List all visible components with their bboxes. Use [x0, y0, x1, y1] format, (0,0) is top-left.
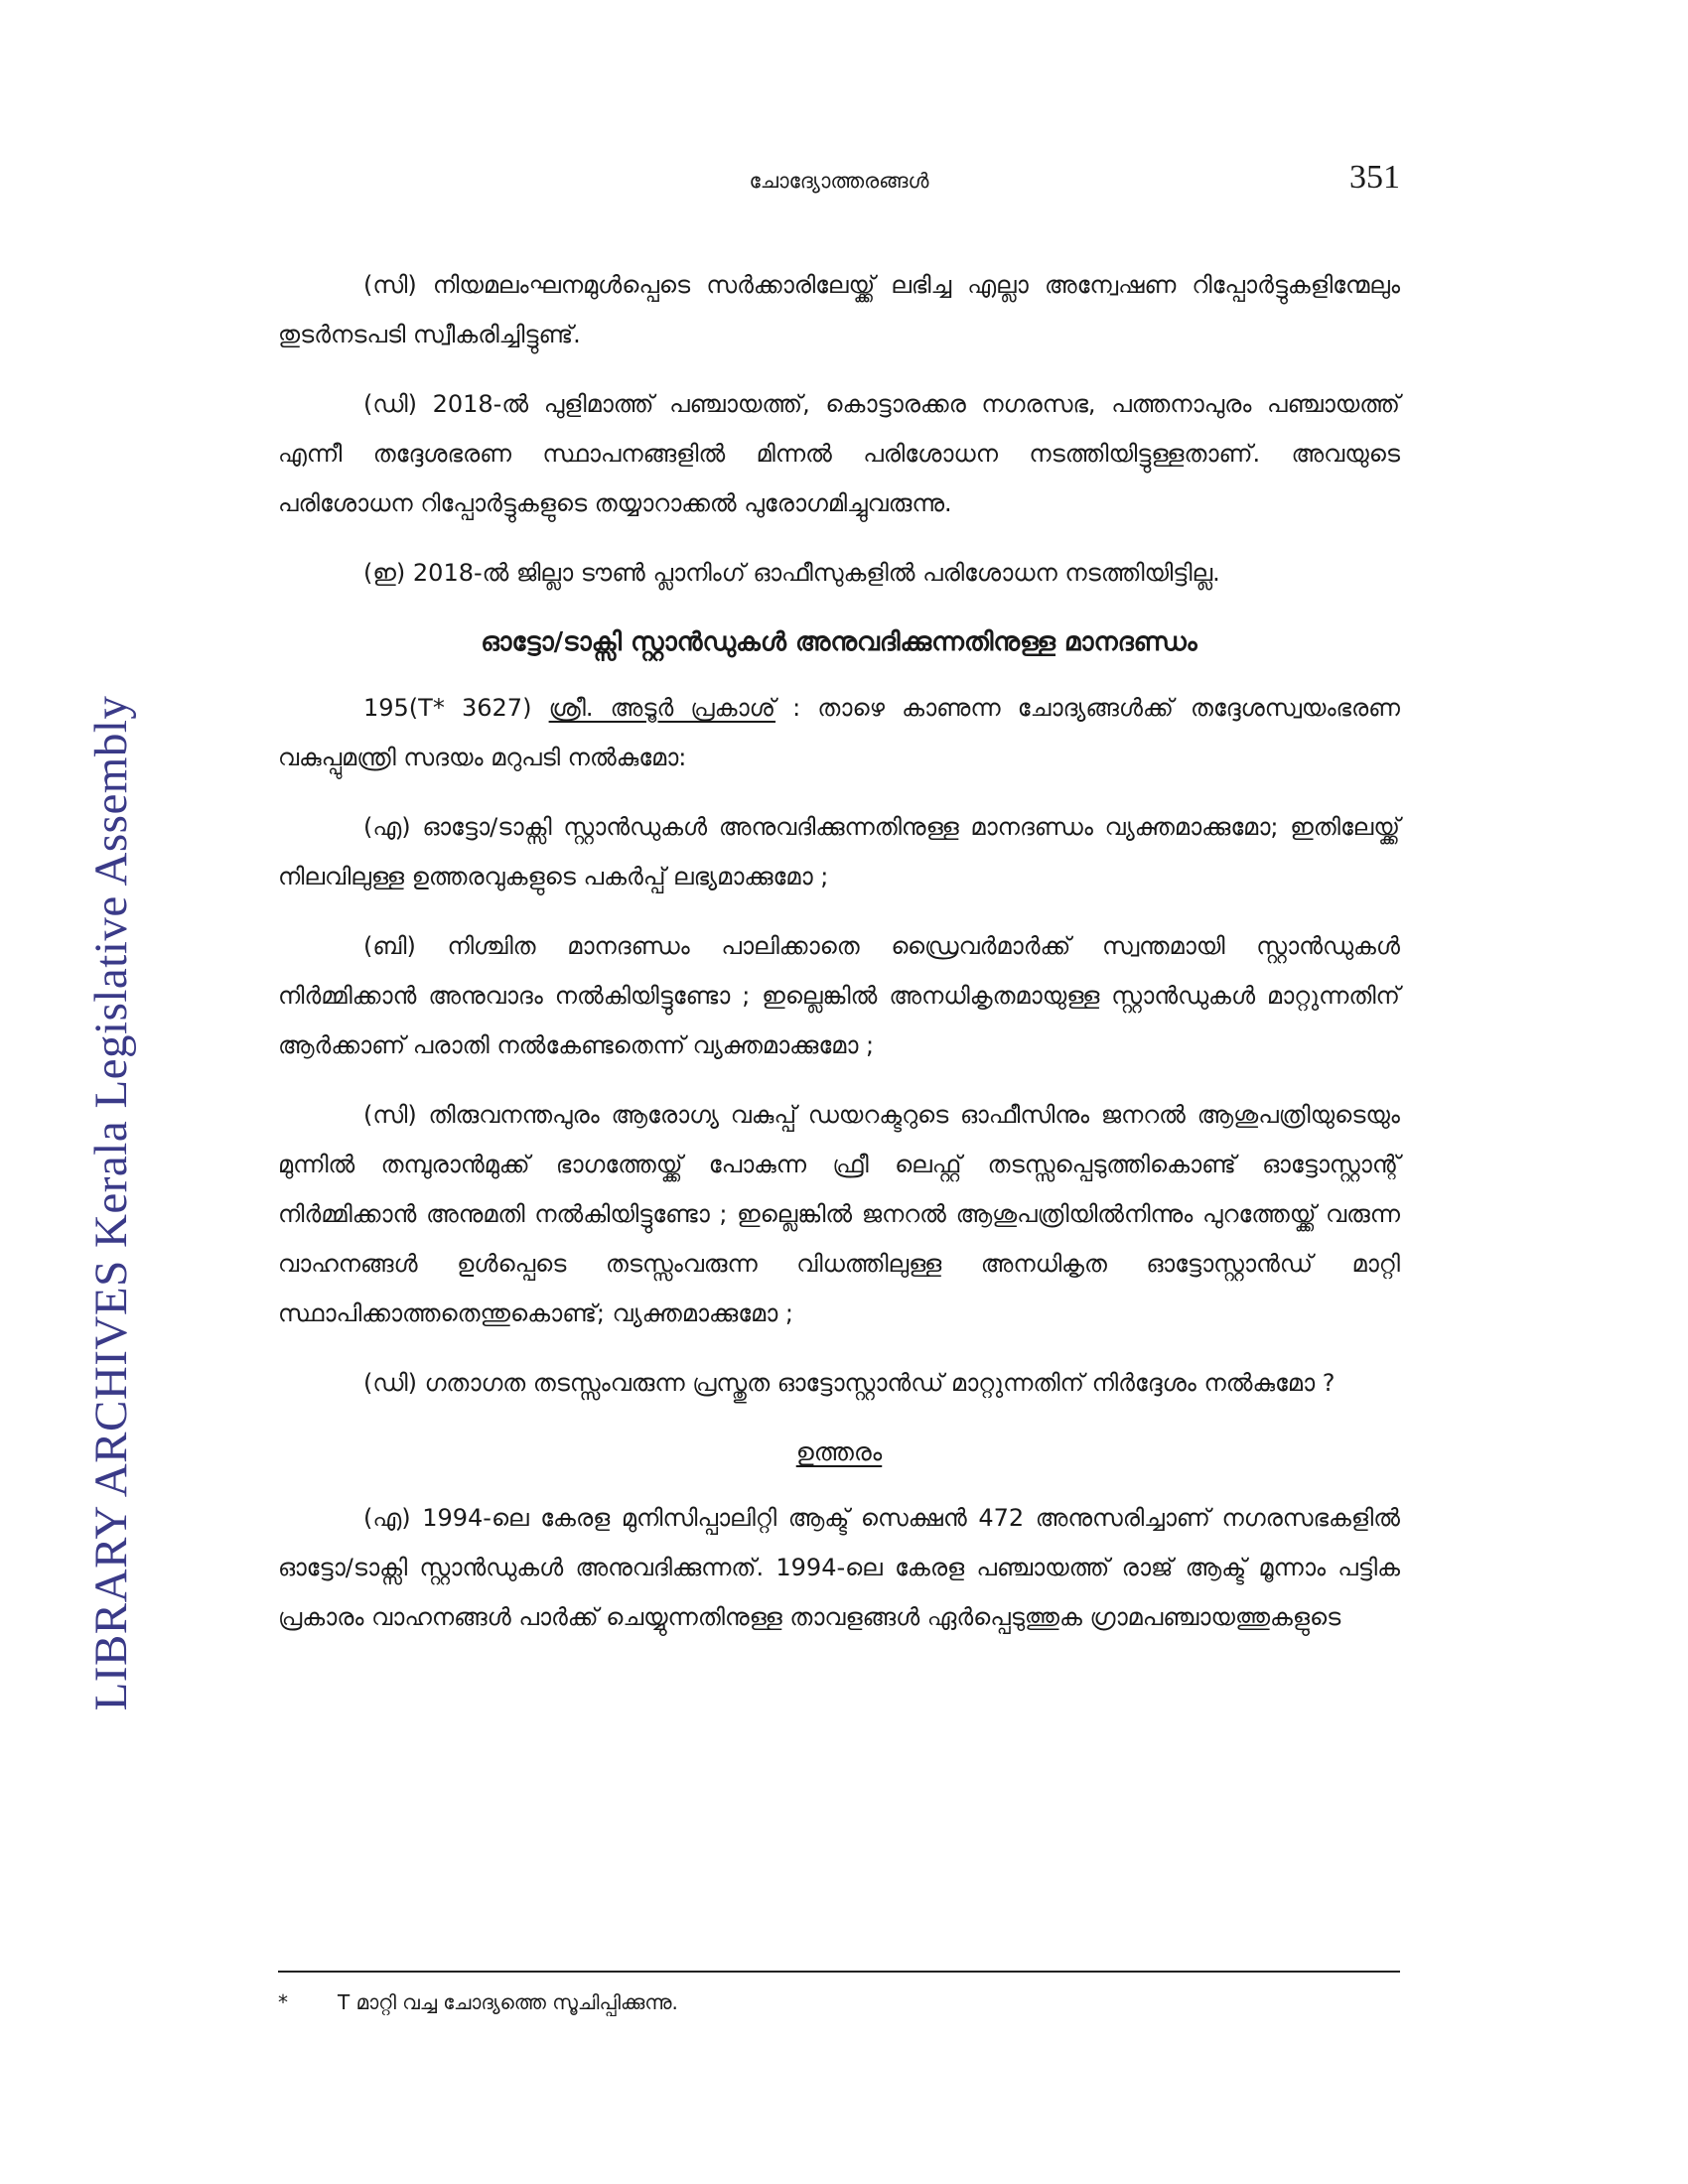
- question-intro: [278, 683, 1400, 782]
- question-b: (ബി) നിശ്ചിത മാനദണ്ഡം പാലിക്കാതെ ഡ്രൈവർമാർക്ക് സ്വന്തമായി സ്റ്റാൻഡുകൾ നിർമ്മിക്കാൻ അനുവാദം നൽകിയിട്ടുണ്ടോ ; ഇല്ലെങ്കിൽ അനധികൃതമായുള്ള സ്റ്റാൻഡുകൾ മാറ്റുന്നതിന് ആർക്കാണ് പരാതി നൽകേണ്ടതെന്ന് വ്യക്തമാക്കുമോ ;: [278, 932, 1400, 1059]
- page-header: [278, 159, 1400, 208]
- answer-a: (എ) 1994-ലെ കേരള മുനിസിപ്പാലിറ്റി ആക്ട് സെക്ഷൻ 472 അനുസരിച്ചാണ് നഗരസഭകളിൽ ഓട്ടോ/ടാക്സി സ്റ്റാൻഡുകൾ അനുവദിക്കുന്നത്. 1994-ലെ കേരള പഞ്ചായത്ത് രാജ് ആക്ട് മൂന്നാം പട്ടിക പ്രകാരം വാഹനങ്ങൾ പാർക്ക് ചെയ്യുന്നതിനുള്ള താവളങ്ങൾ ഏർപ്പെടുത്തുക ഗ്രാമപഞ്ചായത്തുകളുടെ: [278, 1504, 1400, 1631]
- question-d: (ഡി) ഗതാഗത തടസ്സംവരുന്ന പ്രസ്തുത ഓട്ടോസ്റ്റാൻഡ് മാറ്റുന്നതിന് നിർദ്ദേശം നൽകുമോ ?: [363, 1369, 1336, 1397]
- question-number: 195(T* 3627): [363, 694, 532, 722]
- member-name: ശ്രീ. അടൂർ പ്രകാശ്: [548, 694, 776, 722]
- running-head: ചോദ്യോത്തരങ്ങൾ: [749, 169, 929, 193]
- footnote-mark: *: [278, 1990, 288, 2014]
- page-body: [278, 260, 1400, 1662]
- paragraph-e: (ഇ) 2018-ൽ ജില്ലാ ടൗൺ പ്ലാനിംഗ് ഓഫീസുകളിൽ പരിശോധന നടത്തിയിട്ടില്ല.: [363, 559, 1220, 587]
- footnote-text: T മാറ്റി വച്ച ചോദ്യത്തെ സൂചിപ്പിക്കുന്നു.: [338, 1990, 678, 2014]
- footnote-divider: [278, 1971, 1400, 1973]
- question-a: (എ) ഓട്ടോ/ടാക്സി സ്റ്റാൻഡുകൾ അനുവദിക്കുന്നതിനുള്ള മാനദണ്ഡം വ്യക്തമാക്കുമോ; ഇതിലേയ്ക്ക് നിലവിലുള്ള ഉത്തരവുകളുടെ പകർപ്പ് ലഭ്യമാക്കുമോ ;: [278, 813, 1400, 890]
- paragraph-c: (സി) നിയമലംഘനമുൾപ്പെടെ സർക്കാരിലേയ്ക്ക് ലഭിച്ച എല്ലാ അന്വേഷണ റിപ്പോർട്ടുകളിന്മേലും തുടർനടപടി സ്വീകരിച്ചിട്ടുണ്ട്.: [278, 271, 1400, 348]
- paragraph-d: (ഡി) 2018-ൽ പുളിമാത്ത് പഞ്ചായത്ത്, കൊട്ടാരക്കര നഗരസഭ, പത്തനാപുരം പഞ്ചായത്ത് എന്നീ തദ്ദേശഭരണ സ്ഥാപനങ്ങളിൽ മിന്നൽ പരിശോധന നടത്തിയിട്ടുള്ളതാണ്. അവയുടെ പരിശോധന റിപ്പോർട്ടുകളുടെ തയ്യാറാക്കൽ പുരോഗമിച്ചുവരുന്നു.: [278, 390, 1400, 517]
- footnote: [278, 1990, 1400, 2014]
- page-number: 351: [1349, 159, 1400, 196]
- section-heading: ഓട്ടോ/ടാക്സി സ്റ്റാൻഡുകൾ അനുവദിക്കുന്നതിനുള്ള മാനദണ്ഡം: [481, 627, 1197, 657]
- question-intro-text: : താഴെ കാണുന്ന ചോദ്യങ്ങൾക്ക് തദ്ദേശസ്വയംഭരണ വകുപ്പുമന്ത്രി സദയം മറുപടി നൽകുമോ:: [278, 694, 1400, 771]
- question-c: (സി) തിരുവനന്തപുരം ആരോഗ്യ വകുപ്പ് ഡയറക്ടറുടെ ഓഫീസിനും ജനറൽ ആശുപത്രിയുടെയും മുന്നിൽ തമ്പുരാൻമുക്ക് ഭാഗത്തേയ്ക്ക് പോകുന്ന ഫ്രീ ലെഫ്റ്റ് തടസ്സപ്പെടുത്തികൊണ്ട് ഓട്ടോസ്റ്റാന്റ് നിർമ്മിക്കാൻ അനുമതി നൽകിയിട്ടുണ്ടോ ; ഇല്ലെങ്കിൽ ജനറൽ ആശുപത്രിയിൽനിന്നും പുറത്തേയ്ക്ക് വരുന്ന വാഹനങ്ങൾ ഉൾപ്പെടെ തടസ്സംവരുന്ന വിധത്തിലുള്ള അനധികൃത ഓട്ടോസ്റ്റാൻഡ് മാറ്റി സ്ഥാപിക്കാത്തതെന്തുകൊണ്ട്; വ്യക്തമാക്കുമോ ;: [278, 1101, 1400, 1327]
- answer-heading: ഉത്തരം: [795, 1437, 883, 1466]
- archive-watermark: LIBRARY ARCHIVES Kerala Legislative Assembly: [85, 695, 137, 1711]
